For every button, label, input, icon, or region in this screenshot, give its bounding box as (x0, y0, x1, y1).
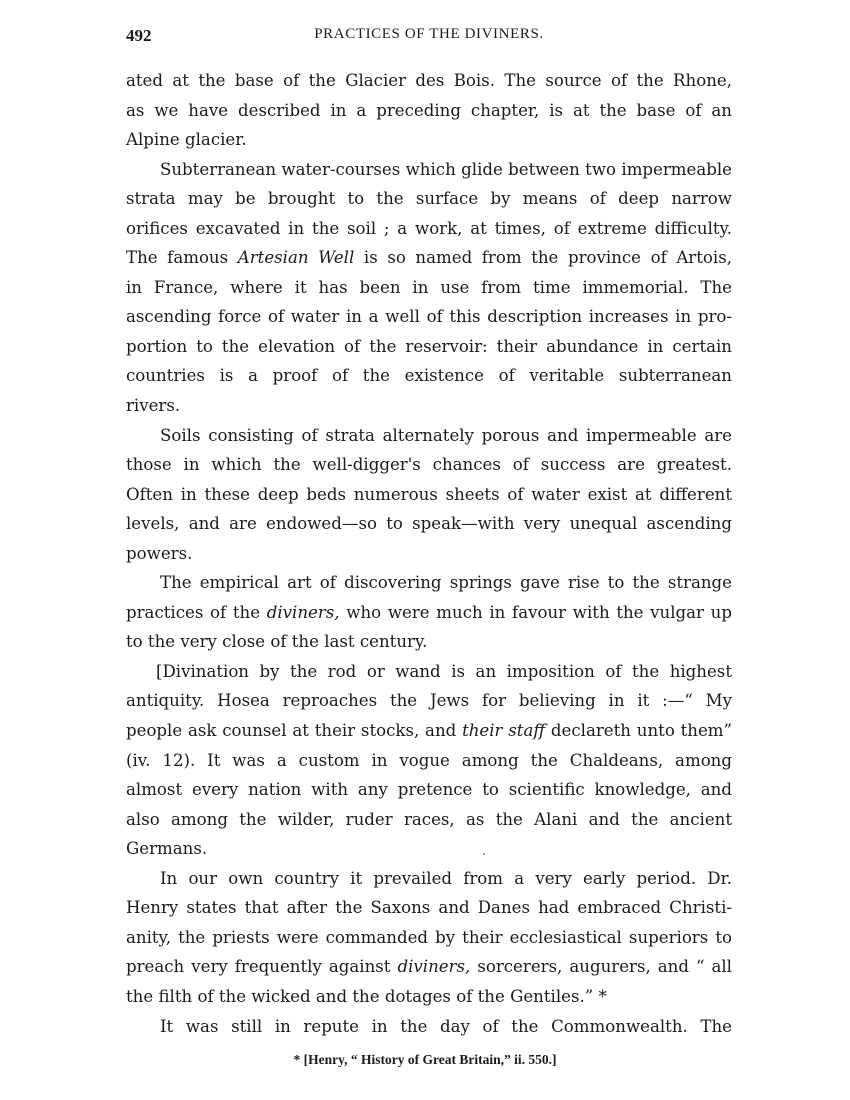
text-line: rivers. (126, 396, 181, 416)
text-line (126, 598, 732, 628)
text-line: Henry states that after the Saxons and Danes had embraced Christi- (126, 898, 732, 918)
print-speck (483, 853, 485, 855)
text-line: orifices excavated in the soil ; a work, at times, of extreme difficulty. (126, 218, 732, 238)
text-line: in France, where it has been in use from time immemorial. The (126, 277, 732, 297)
text-line: ascending force of water in a well of this description increases in pro- (126, 307, 732, 327)
text-line (126, 952, 732, 982)
text-segment: sorcerers, augurers, and “ all (470, 957, 732, 977)
footnote: * [Henry, “ History of Great Britain,” ii. 550.] (293, 1052, 557, 1067)
text-line (126, 716, 732, 746)
body-text (126, 66, 732, 1041)
text-line: Often in these deep beds numerous sheets of water exist at different (126, 484, 732, 504)
text-line: The empirical art of discovering springs gave rise to the strange (160, 573, 732, 593)
text-line: powers. (126, 543, 193, 563)
text-line: In our own country it prevailed from a very early period. Dr. (160, 868, 732, 888)
text-segment: The famous (126, 248, 238, 268)
text-line: ated at the base of the Glacier des Bois. The source of the Rhone, (126, 71, 732, 90)
text-segment: who were much in favour with the vulgar up (339, 602, 732, 622)
text-line: levels, and are endowed—so to speak—with very unequal ascending (126, 514, 732, 534)
text-line: [Divination by the rod or wand is an imposition of the highest (156, 661, 732, 681)
running-title: PRACTICES OF THE DIVINERS. (314, 26, 544, 42)
text-line: Subterranean water-courses which glide between two impermeable (160, 159, 732, 179)
text-line: as we have described in a preceding chapter, is at the base of an (126, 100, 732, 120)
text-line: those in which the well-digger's chances of success are greatest. (126, 455, 732, 475)
text-line: Alpine glacier. (126, 130, 247, 150)
text-line (126, 243, 732, 273)
text-line: It was still in repute in the day of the Commonwealth. The (160, 1016, 732, 1036)
text-line: almost every nation with any pretence to scientific knowledge, and (126, 780, 732, 800)
text-line: countries is a proof of the existence of veritable subterranean (126, 366, 732, 386)
text-line: to the very close of the last century. (126, 632, 428, 652)
text-segment: practices of the (126, 602, 267, 622)
text-line: strata may be brought to the surface by means of deep narrow (126, 189, 732, 209)
italic-term: Artesian Well (237, 248, 355, 268)
italic-term: diviners, (266, 602, 340, 622)
page-number: 492 (126, 26, 152, 45)
italic-term: diviners, (397, 957, 471, 977)
text-line: Germans. (126, 839, 208, 859)
page-header (126, 26, 732, 52)
text-segment: preach very frequently against (126, 957, 398, 977)
italic-term: their staff (462, 721, 546, 741)
text-line: portion to the elevation of the reservoir: their abundance in certain (126, 336, 732, 356)
text-segment: is so named from the province of Artois, (354, 248, 732, 268)
text-line: the filth of the wicked and the dotages of the Gentiles.” * (126, 986, 607, 1006)
text-line: also among the wilder, ruder races, as the Alani and the ancient (126, 809, 732, 829)
text-segment: declareth unto them” (545, 721, 733, 741)
text-line: (iv. 12). It was a custom in vogue among the Chaldeans, among (126, 750, 732, 770)
text-line: anity, the priests were commanded by their ecclesiastical superiors to (126, 927, 732, 947)
text-line: antiquity. Hosea reproaches the Jews for believing in it :—“ My (126, 691, 732, 711)
text-line: Soils consisting of strata alternately porous and impermeable are (160, 425, 732, 445)
text-segment: people ask counsel at their stocks, and (126, 721, 463, 741)
